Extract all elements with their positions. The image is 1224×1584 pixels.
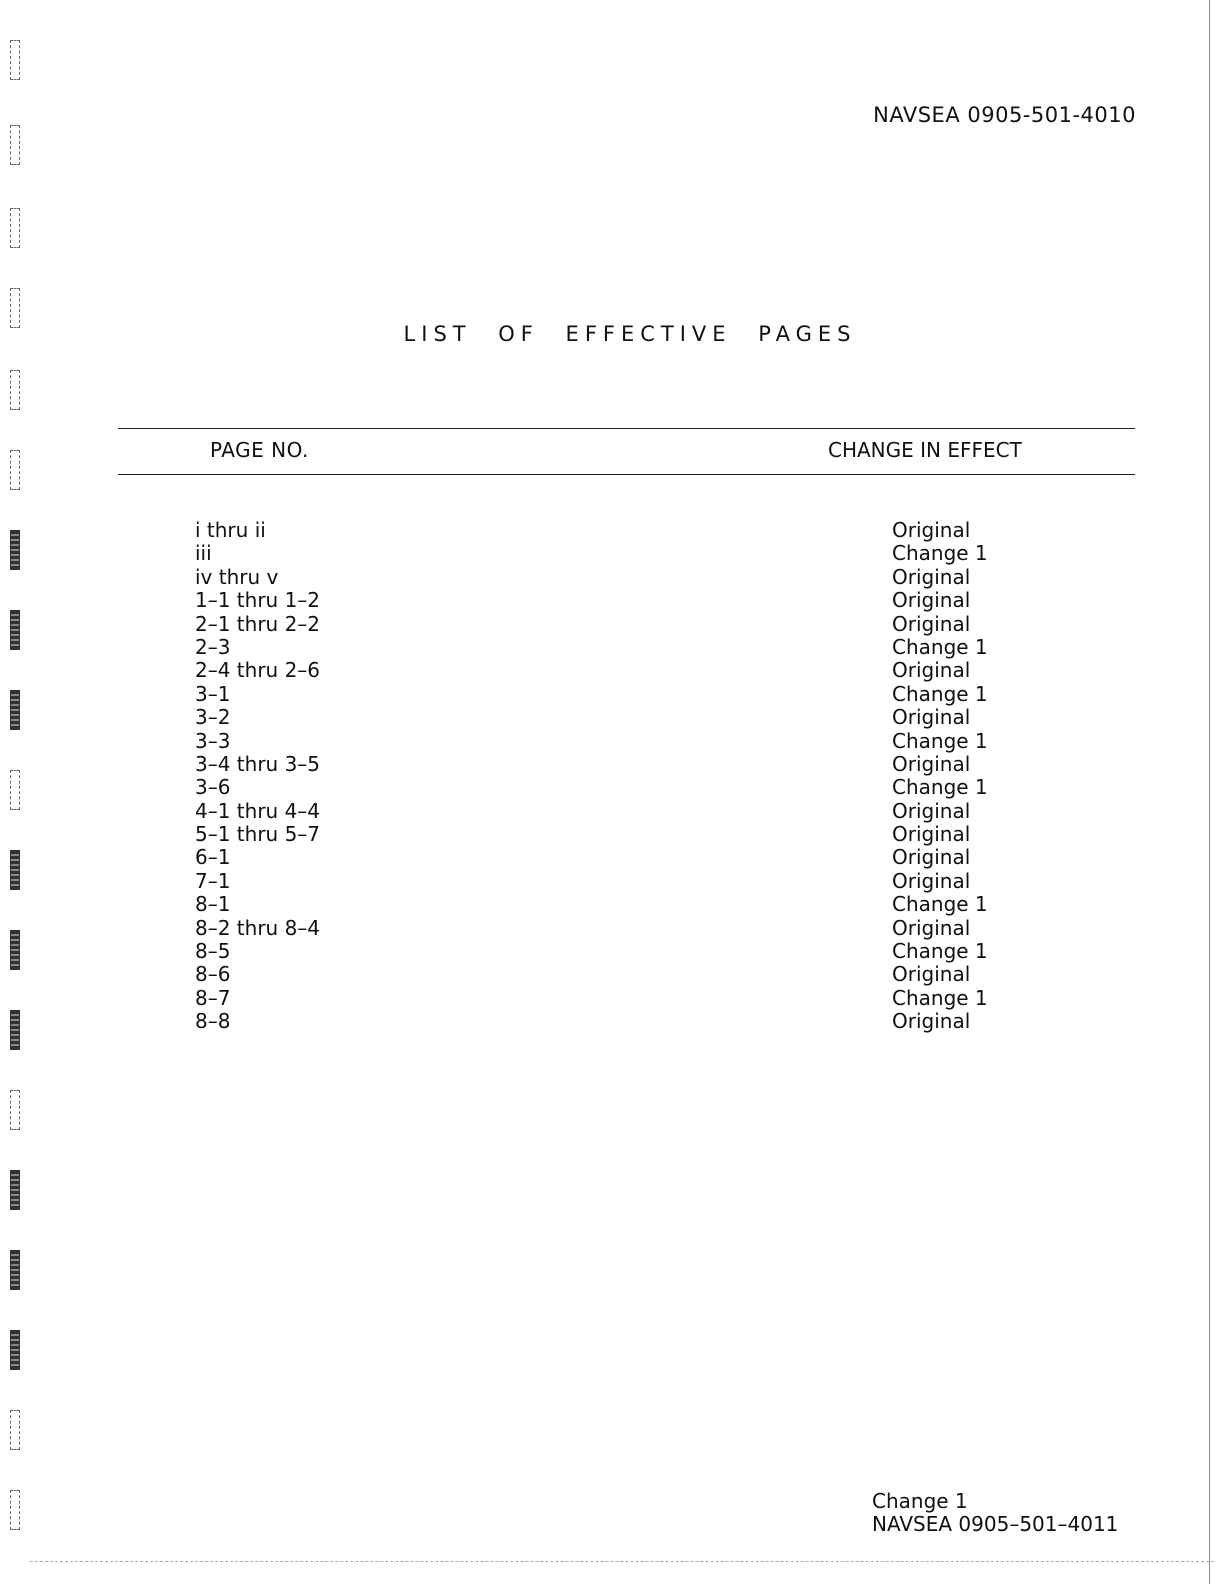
change-status-cell: Change 1 [892,681,988,706]
change-status-cell: Change 1 [892,892,988,917]
table-row [0,846,1224,869]
table-row [0,613,1224,636]
table-row [0,1010,1224,1033]
page-number-cell: 8–8 [195,1009,231,1034]
change-status-cell: Change 1 [892,939,988,964]
table-row [0,753,1224,776]
table-header-rule-top [118,428,1135,429]
binding-mark [10,1170,20,1210]
table-row [0,940,1224,963]
page-number-cell: 6–1 [195,845,231,870]
binding-mark [10,1330,20,1370]
table-row [0,776,1224,799]
page-number-cell: 2–4 thru 2–6 [195,658,321,683]
page-number-cell: 8–2 thru 8–4 [195,915,321,940]
table-header-rule-bottom [118,474,1135,475]
column-header-page-no: PAGE NO. [210,438,309,462]
page-number-cell: 1–1 thru 1–2 [195,588,321,613]
change-status-cell: Original [892,798,971,823]
page-number-cell: 3–4 thru 3–5 [195,751,321,776]
table-row [0,870,1224,893]
page-number-cell: iii [195,541,212,566]
change-status-cell: Original [892,1009,971,1034]
table-row [0,917,1224,940]
binding-mark [10,125,20,165]
table-row [0,659,1224,682]
page-number-cell: i thru ii [195,518,266,542]
table-row [0,730,1224,753]
binding-mark [10,1250,20,1290]
table-row [0,589,1224,612]
binding-mark [10,1410,20,1450]
column-header-change-in-effect: CHANGE IN EFFECT [828,438,1022,462]
change-status-cell: Original [892,588,971,613]
page-number-cell: 5–1 thru 5–7 [195,822,321,847]
page-number-cell: 2–1 thru 2–2 [195,611,321,636]
change-status-cell: Original [892,962,971,987]
change-status-cell: Original [892,564,971,589]
table-row [0,963,1224,986]
table-row [0,823,1224,846]
table-row [0,683,1224,706]
page-number-cell: 7–1 [195,868,231,893]
page-number-cell: 3–2 [195,705,231,730]
page-title: LIST OF EFFECTIVE PAGES [403,322,857,346]
footer-document-number: NAVSEA 0905–501–4011 [872,1512,1119,1536]
binding-mark [10,370,20,410]
table-row [0,542,1224,565]
change-status-cell: Change 1 [892,634,988,659]
page-number-cell: 8–1 [195,892,231,917]
change-status-cell: Original [892,518,971,542]
page-number-cell: 3–1 [195,681,231,706]
document-number: NAVSEA 0905-501-4010 [873,103,1136,127]
effective-pages-list [0,519,1224,1034]
page-number-cell: 8–7 [195,985,231,1010]
page-number-cell: 4–1 thru 4–4 [195,798,321,823]
page-number-cell: 8–6 [195,962,231,987]
footer [872,1490,1118,1536]
page-number-cell: 8–5 [195,939,231,964]
page-number-cell: iv thru v [195,564,279,589]
page-number-cell: 2–3 [195,634,231,659]
binding-mark [10,1090,20,1130]
change-status-cell: Original [892,705,971,730]
change-status-cell: Original [892,822,971,847]
change-status-cell: Original [892,868,971,893]
change-status-cell: Change 1 [892,775,988,800]
page-number-cell: 3–6 [195,775,231,800]
footer-change-label: Change 1 [872,1489,968,1513]
change-status-cell: Change 1 [892,985,988,1010]
table-row [0,800,1224,823]
binding-mark [10,208,20,248]
change-status-cell: Original [892,751,971,776]
table-row [0,566,1224,589]
change-status-cell: Change 1 [892,728,988,753]
binding-mark [10,40,20,80]
change-status-cell: Change 1 [892,541,988,566]
scan-edge [30,1561,1214,1562]
page-number-cell: 3–3 [195,728,231,753]
table-row [0,706,1224,729]
binding-mark [10,450,20,490]
table-row [0,987,1224,1010]
table-row [0,519,1224,542]
table-row [0,636,1224,659]
table-row [0,893,1224,916]
change-status-cell: Original [892,658,971,683]
binding-mark [10,1490,20,1530]
change-status-cell: Original [892,915,971,940]
change-status-cell: Original [892,845,971,870]
change-status-cell: Original [892,611,971,636]
